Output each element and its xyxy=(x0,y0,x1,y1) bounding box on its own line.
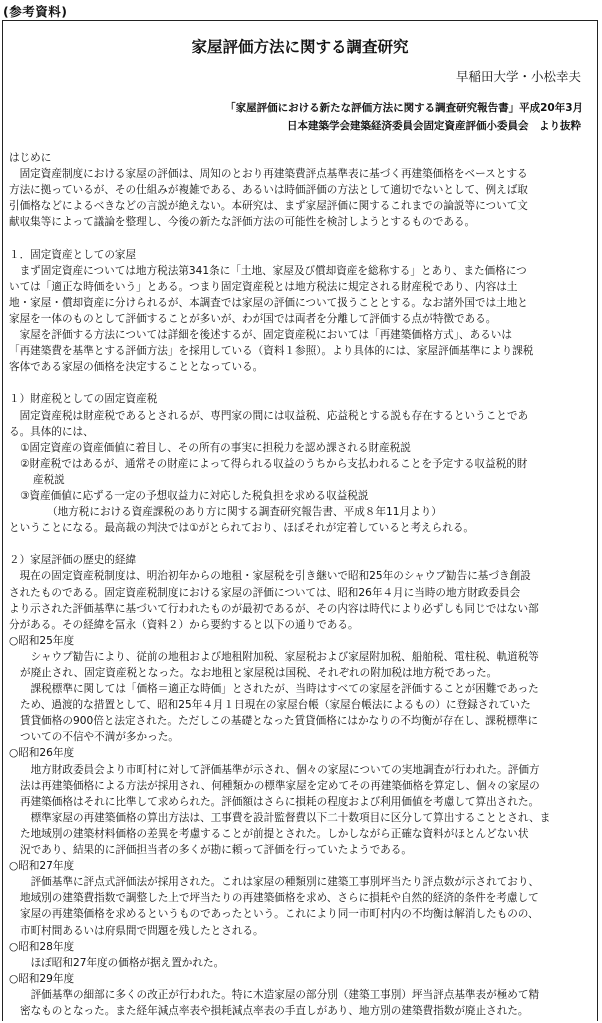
text-line: 標準家屋の再建築価格の算出方法は、工事費を設計監督費以下二十数項目に区分して算出することとされ、ま xyxy=(20,811,551,824)
source-report-line: 「家屋評価における新たな評価方法に関する調査研究報告書」平成20年3月 xyxy=(225,102,583,114)
text-line: 家屋を一体のものとして評価することが多いが、わが国では両者を分離して評価する点が特徴である。 xyxy=(9,312,497,325)
year-heading: ○昭和29年度 xyxy=(9,972,75,985)
text-line: されたものである。固定資産税制度における家屋の評価については、昭和26年４月に当時の地方財政委員会 xyxy=(9,586,521,599)
text-line: 法は再建築価格による方法が採用され、何種類かの標準家屋を定めてその再建築価格を算定し、個々の家屋の xyxy=(20,779,540,792)
year-heading: ○昭和25年度 xyxy=(9,634,75,647)
text-line: より示された評価基準に基づいて行われたものが最初であるが、その内容は時代により必ずしも同じではない部 xyxy=(9,602,539,615)
text-line: る。具体的には、 xyxy=(9,425,94,438)
text-line: 献収集等によって議論を整理し、今後の新たな評価方法の可能性を検討しようとするものである。 xyxy=(9,216,476,229)
year-heading: ○昭和27年度 xyxy=(9,860,75,873)
text-line: 況であり、結果的に評価担当者の多くが勘に頼って評価を行っていたようである。 xyxy=(20,844,412,857)
page-title: 家屋評価方法に関する調査研究 xyxy=(191,38,409,56)
text-line: 地域別の建築費指数で調整した上で坪当たりの再建築価格を求め、さらに損耗や自然的経済的条件を考慮して xyxy=(20,892,539,905)
text-line: ついての不信や不満が多かった。 xyxy=(20,731,179,744)
text-line: 方法に拠っているが、その仕組みが複雑である、あるいは時価評価の方法として適切でないとして、例えば取 xyxy=(9,184,528,197)
section-heading: １．固定資産としての家屋 xyxy=(9,248,137,261)
text-line: 課税標準に関しては「価格＝適正な時価」とされたが、当時はすべての家屋を評価することが困難であった xyxy=(20,683,539,696)
reference-label: (参考資料) xyxy=(3,4,68,19)
text-line: 再建築価格はそれに比準して求められた。評価額はさらに損耗の程度および利用価値を考慮して算出された。 xyxy=(20,795,540,808)
section-heading: １）財産税としての固定資産税 xyxy=(9,393,158,406)
text-line: シャウプ勧告により、従前の地租および地租附加税、家屋税および家屋附加税、船舶税、電柱税、軌道税等 xyxy=(20,650,539,663)
text-line: いては「適正な時価をいう」とある。つまり固定資産税とは地方税法に規定される財産税であり、内容は土 xyxy=(9,280,518,293)
text-line: た地域別の建築材料価格の差異を考慮することが前提とされた。しかしながら正確な資料がほとんどない状 xyxy=(20,827,529,840)
source-committee-line: 日本建築学会建築経済委員会固定資産評価小委員会 より抜粋 xyxy=(287,120,581,132)
text-line: 家屋を評価する方法については詳細を後述するが、固定資産税においては「再建築価格方式」、あるいは xyxy=(9,329,512,342)
citation-line: （地方税における資産課税のあり方に関する調査研究報告書、平成８年11月より） xyxy=(47,506,442,519)
text-line: 分がある。その経緯を冨永（資料２）から要約すると以下の通りである。 xyxy=(9,618,359,631)
text-line: 引価格などによるべきなどの言説が絶えない。本研究は、まず家屋評価に関するこれまでの論説等について文 xyxy=(9,200,528,213)
blank-line xyxy=(9,375,593,391)
blank-line xyxy=(9,536,593,552)
author-line: 早稲田大学・小松幸夫 xyxy=(455,69,581,84)
list-item: ③資産価値に応ずる一定の予想収益力に対応した税負担を求める収益税説 xyxy=(20,489,369,502)
text-line: 現在の固定資産税制度は、明治初年からの地租・家屋税を引き継いで昭和25年のシャウプ勧告に基づき創設 xyxy=(9,570,531,583)
text-line: 家屋の再建築価格を求めるというものであったという。これにより同一市町村内の不均衡は解消したものの、 xyxy=(20,908,539,921)
text-line: はじめに xyxy=(9,152,52,164)
list-item: ①固定資産の資産価値に着目し、その所有の事実に担税力を認め課される財産税説 xyxy=(20,441,411,454)
section-heading: ２）家屋評価の歴史的経緯 xyxy=(9,554,137,567)
text-line: 地方財政委員会より市町村に対して評価基準が示され、個々の家屋についての実地調査が行われた。評価方 xyxy=(20,763,540,776)
text-line: 賃貸価格の900倍と法定された。ただしこの基礎となった賃貸価格にはかなりの不均衡が存在し、課税標準に xyxy=(20,715,539,728)
text-line: ため、過渡的な措置として、昭和25年４月１日現在の家屋台帳（家屋台帳法によるもの）に登録されていた xyxy=(20,699,531,712)
document-body xyxy=(9,150,593,1019)
text-line: まず固定資産については地方税法第341条に「土地、家屋及び償却資産を総称する」とあり、また価格につ xyxy=(9,264,527,277)
list-item-continuation: 産税説 xyxy=(33,473,65,486)
text-line: 客体である家屋の価格を決定することとなっている。 xyxy=(9,361,264,374)
text-line: 市町村間あるいは府県間で問題を残したとされる。 xyxy=(20,924,264,937)
document-frame xyxy=(2,20,598,1021)
text-line: ほぼ昭和27年度の価格が据え置かれた。 xyxy=(20,956,225,969)
text-line: ということになる。最高裁の判決では①がとられており、ほぼそれが定着していると考えられる。 xyxy=(9,522,475,535)
text-line: 密なものとなった。また経年減点率表や損耗減点率表の手直しがあり、地方別の建築費指数が廃止された。 xyxy=(20,1004,529,1017)
text-line: 「再建築費を基準とする評価方法」を採用している（資料１参照）。より具体的には、家屋評価基準により課税 xyxy=(9,345,534,358)
text-line: が廃止され、固定資産税となった。なお地租と家屋税は国税、それぞれの附加税は地方税であった。 xyxy=(20,667,498,679)
text-line: 地・家屋・償却資産に分けられるが、本調査では家屋の評価について扱うこととする。なお諸外国では土地と xyxy=(9,296,528,309)
list-item: ②財産税ではあるが、通常その財産によって得られる収益のうちから支払われることを予定する収益税的財 xyxy=(20,457,528,470)
year-heading: ○昭和26年度 xyxy=(9,747,75,760)
text-line: 固定資産制度における家屋の評価は、周知のとおり再建築費評点基準表に基づく再建築価格をベースとする xyxy=(9,168,528,181)
text-line: 評価基準に評点式評価法が採用された。これは家屋の種類別に建築工事別坪当たり評点数が示されており、 xyxy=(20,876,540,889)
blank-line xyxy=(9,230,593,246)
text-line: 評価基準の細部に多くの改正が行われた。特に木造家屋の部分別（建築工事別）坪当評点基準表が極めて精 xyxy=(20,988,540,1001)
text-line: 固定資産税は財産税であるとされるが、専門家の間には収益税、応益税とする説も存在するということであ xyxy=(9,409,529,422)
year-heading: ○昭和28年度 xyxy=(9,940,75,953)
